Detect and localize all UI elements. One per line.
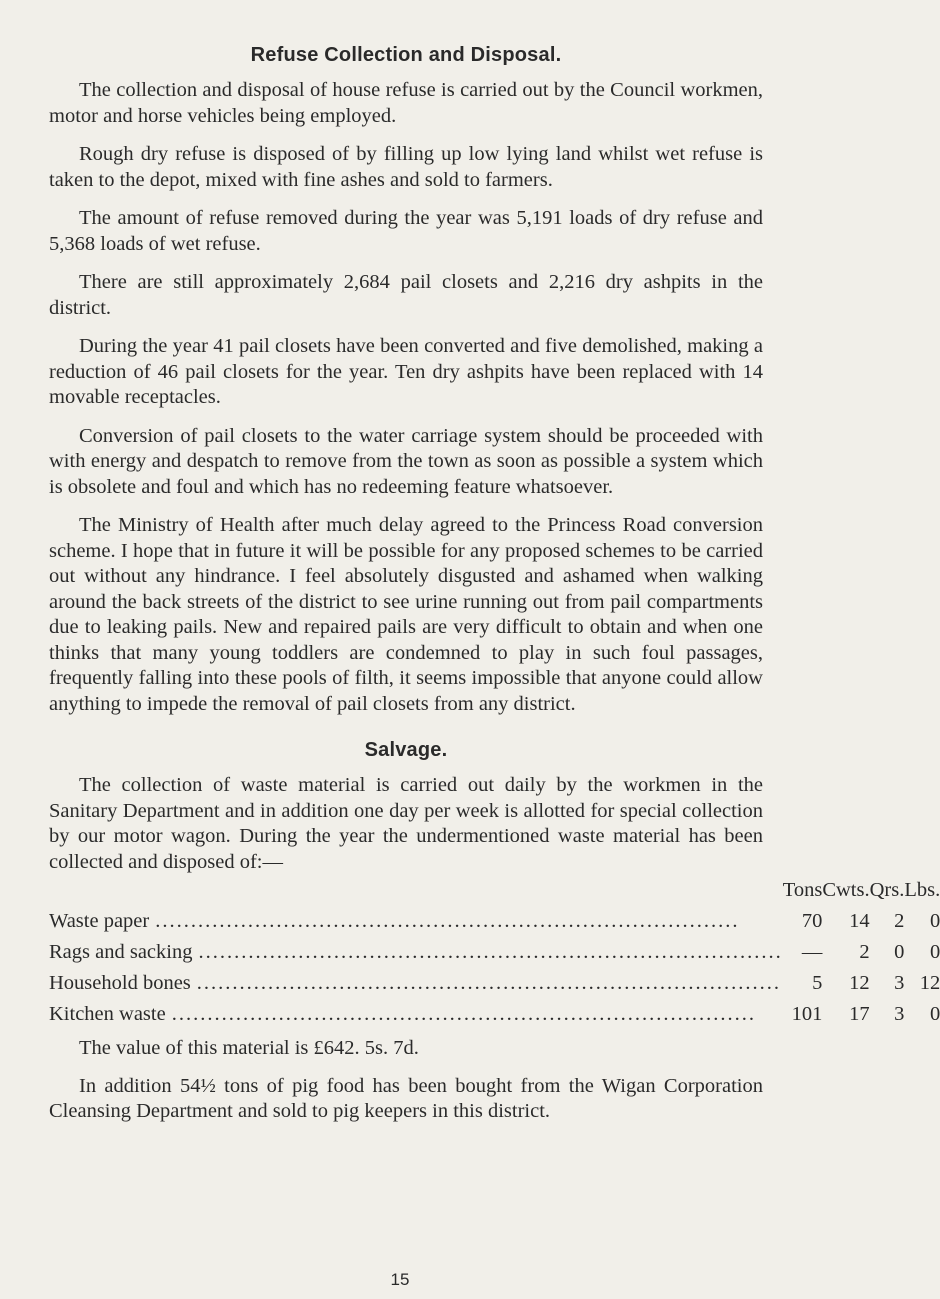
- row-qrs: 3: [894, 1003, 905, 1025]
- header-lbs: Lbs.: [904, 879, 940, 901]
- row-cwts: 17: [849, 1003, 870, 1025]
- paragraph-collection: The collection and disposal of house refuse is carried out by the Council workmen, motor and horse vehicles being employed.: [49, 79, 763, 127]
- row-item-cell: [49, 968, 783, 999]
- row-item-label: Kitchen waste: [49, 1003, 166, 1025]
- row-lbs: 12: [919, 972, 940, 994]
- salvage-table-header-row: [49, 875, 940, 906]
- row-cwts: 12: [849, 972, 870, 994]
- refuse-collection-heading: Refuse Collection and Disposal.: [250, 44, 562, 66]
- row-tons: 5: [812, 972, 823, 994]
- row-tons: 70: [801, 910, 823, 932]
- paragraph-dry-refuse: Rough dry refuse is disposed of by filling up low lying land whilst wet refuse is taken to the depot, mixed with fine ashes and sold to farmers.: [49, 143, 763, 191]
- row-tons: —: [801, 941, 823, 963]
- header-item: [49, 875, 783, 906]
- paragraph-water-carriage: Conversion of pail closets to the water carriage system should be proceeded with with energy and despatch to remove from the town as soon as possible a system which is obsolete and foul and which has no redeeming feature whatsoever.: [49, 424, 763, 498]
- row-item-cell: [49, 937, 783, 968]
- row-lbs: 0: [929, 910, 940, 932]
- table-row: [49, 906, 940, 937]
- row-tons: 101: [791, 1003, 823, 1025]
- paragraph-pig-food: In addition 54½ tons of pig food has been bought from the Wigan Corporation Cleansing Department and sold to pig keepers in this district.: [49, 1074, 763, 1122]
- paragraph-pail-closets-count: There are still approximately 2,684 pail closets and 2,216 dry ashpits in the district.: [49, 271, 763, 319]
- paragraph-refuse-amount: The amount of refuse removed during the year was 5,191 loads of dry refuse and 5,368 loads of wet refuse.: [49, 207, 763, 255]
- row-qrs: 3: [894, 972, 905, 994]
- page-number: 15: [390, 1270, 410, 1289]
- row-qrs: 2: [894, 910, 905, 932]
- row-lbs: 0: [929, 1003, 940, 1025]
- row-item-label: Waste paper: [49, 910, 150, 932]
- row-item-label: Household bones: [49, 972, 191, 994]
- table-row: [49, 999, 940, 1030]
- salvage-heading: Salvage.: [364, 739, 448, 761]
- row-qrs: 0: [894, 941, 905, 963]
- row-item-label: Rags and sacking: [49, 941, 193, 963]
- header-qrs: Qrs.: [869, 879, 905, 901]
- table-row: [49, 968, 940, 999]
- row-item-cell: [49, 999, 783, 1030]
- row-lbs: 0: [929, 941, 940, 963]
- dot-leader: [192, 941, 782, 964]
- salvage-value-note: The value of this material is £642. 5s. 7d.: [79, 1037, 419, 1059]
- header-cwts: Cwts.: [822, 879, 870, 901]
- salvage-table: [49, 875, 940, 1030]
- row-cwts: 14: [849, 910, 870, 932]
- dot-leader: [166, 1003, 783, 1026]
- dot-leader: [191, 972, 783, 995]
- paragraph-conversions: During the year 41 pail closets have been converted and five demolished, making a reduction of 46 pail closets for the year. Ten dry ashpits have been replaced with 14 movable receptacles.: [49, 335, 763, 408]
- salvage-intro: The collection of waste material is carried out daily by the workmen in the Sanitary Department and in addition one day per week is allotted for special collection by our motor wagon. During the year the undermentioned waste material has been collected and disposed of:—: [49, 774, 763, 873]
- row-item-cell: [49, 906, 783, 937]
- table-row: [49, 937, 940, 968]
- dot-leader: [149, 910, 783, 933]
- header-tons: Tons: [782, 879, 823, 901]
- document-page: [49, 44, 940, 1138]
- row-cwts: 2: [859, 941, 870, 963]
- paragraph-ministry-of-health: The Ministry of Health after much delay agreed to the Princess Road conversion scheme. I hope that in future it will be possible for any proposed schemes to be carried out without any hindrance. I feel absolutely disgusted and ashamed when walking around the back streets of the district to see urine running out from pail compartments due to leaking pails. New and repaired pails are very difficult to obtain and when one thinks that many young toddlers are condemned to play in such foul passages, frequently falling into these pools of filth, it seems impossible that anyone could allow anything to impede the removal of pail closets from any district.: [49, 514, 763, 715]
